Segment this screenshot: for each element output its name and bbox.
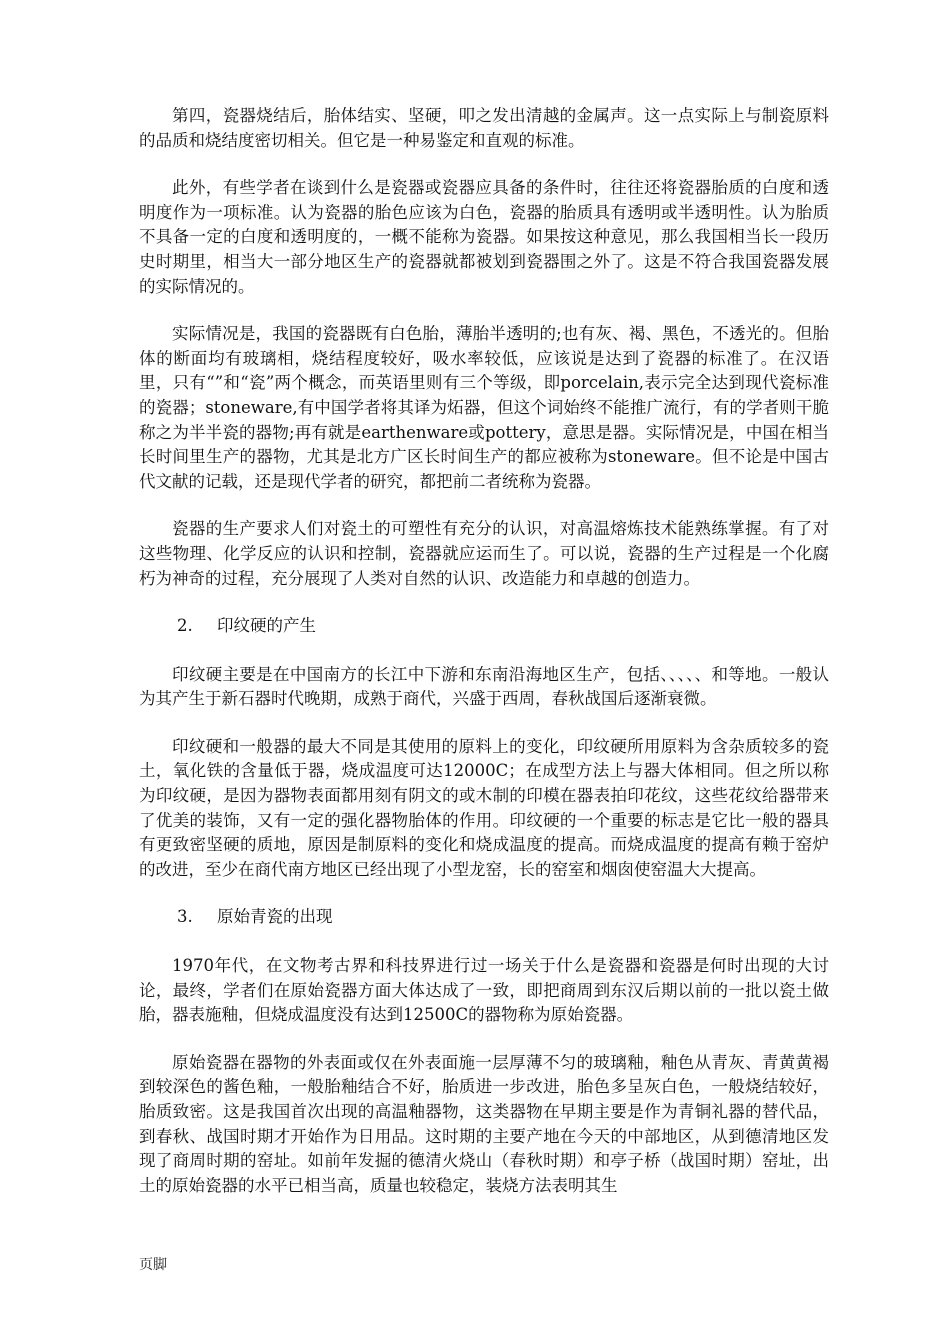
section-title: 原始青瓷的出现 (217, 907, 333, 927)
paragraph: 此外，有些学者在谈到什么是瓷器或瓷器应具备的条件时，往往还将瓷器胎质的白度和透明度作为一项标准。认为瓷器的胎色应该为白色，瓷器的胎质具有透明或半透明性。认为胎质不具备一定的白度和透明度的，一概不能称为瓷器。如果按这种意见，那么我国相当长一段历史时期里，相当大一部分地区生产的瓷器就都被划到瓷器围之外了。这是不符合我国瓷器发展的实际情况的。 (139, 178, 829, 296)
section-heading-2 (139, 614, 829, 639)
paragraph: 第四，瓷器烧结后，胎体结实、坚硬，叩之发出清越的金属声。这一点实际上与制瓷原料的品质和烧结度密切相关。但它是一种易鉴定和直观的标准。 (139, 106, 829, 150)
paragraph: 印纹硬主要是在中国南方的长江中下游和东南沿海地区生产，包括、、、、、和等地。一般认为其产生于新石器时代晚期，成熟于商代，兴盛于西周，春秋战国后逐渐衰微。 (139, 664, 829, 709)
section-number: 3. (177, 907, 193, 927)
paragraph: 原始瓷器在器物的外表面或仅在外表面施一层厚薄不匀的玻璃釉，釉色从青灰、青黄黄褐到较深色的酱色釉，一般胎釉结合不好，胎质进一步改进，胎色多呈灰白色，一般烧结较好，胎质致密。这是我国首次出现的高温釉器物，这类器物在早期主要是作为青铜礼器的替代品，到春秋、战国时期才开始作为日用品。这时期的主要产地在今天的中部地区，从到德清地区发现了商周时期的窑址。如前年发掘的德清火烧山（春秋时期）和亭子桥（战国时期）窑址，出土的原始瓷器的水平已相当高，质量也较稳定，装烧方法表明其生 (139, 1052, 829, 1195)
paragraph: 印纹硬和一般器的最大不同是其使用的原料上的变化，印纹硬所用原料为含杂质较多的瓷土，氧化铁的含量低于器，烧成温度可达12000C；在成型方法上与器大体相同。但之所以称为印纹硬，是因为器物表面都用刻有阴文的或木制的印模在器表拍印花纹，这些花纹给器带来了优美的装饰，又有一定的强化器物胎体的作用。印纹硬的一个重要的标志是它比一般的器具有更致密坚硬的质地，原因是制原料的变化和烧成温度的提高。而烧成温度的提高有赖于窑炉的改进，至少在商代南方地区已经出现了小型龙窑，长的窑室和烟囱使窑温大大提高。 (139, 736, 829, 879)
section-number: 2. (177, 616, 193, 636)
page-footer: 页脚 (139, 1257, 167, 1273)
paragraph: 实际情况是，我国的瓷器既有白色胎，薄胎半透明的;也有灰、褐、黑色，不透光的。但胎体的断面均有玻璃相，烧结程度较好，吸水率较低，应该说是达到了瓷器的标准了。在汉语里，只有“”和“瓷”两个概念，而英语里则有三个等级，即porcelain,表示完全达到现代瓷标准的瓷器；stoneware,有中国学者将其译为炻器，但这个词始终不能推广流行，有的学者则干脆称之为半半瓷的器物;再有就是earthenware或pottery，意思是器。实际情况是，中国在相当长时间里生产的器物，尤其是北方广区长时间生产的都应被称为stoneware。但不论是中国古代文献的记载，还是现代学者的研究，都把前二者统称为瓷器。 (139, 324, 829, 491)
section-title: 印纹硬的产生 (217, 616, 316, 636)
document-body (139, 104, 829, 1221)
paragraph: 瓷器的生产要求人们对瓷土的可塑性有充分的认识，对高温熔炼技术能熟练掌握。有了对这些物理、化学反应的认识和控制，瓷器就应运而生了。可以说，瓷器的生产过程是一个化腐朽为神奇的过程，充分展现了人类对自然的认识、改造能力和卓越的创造力。 (139, 519, 829, 588)
paragraph: 1970年代，在文物考古界和科技界进行过一场关于什么是瓷器和瓷器是何时出现的大讨论，最终，学者们在原始瓷器方面大体达成了一致，即把商周到东汉后期以前的一批以瓷土做胎，器表施釉，但烧成温度没有达到12500C的器物称为原始瓷器。 (139, 956, 829, 1025)
section-heading-3 (139, 905, 829, 930)
